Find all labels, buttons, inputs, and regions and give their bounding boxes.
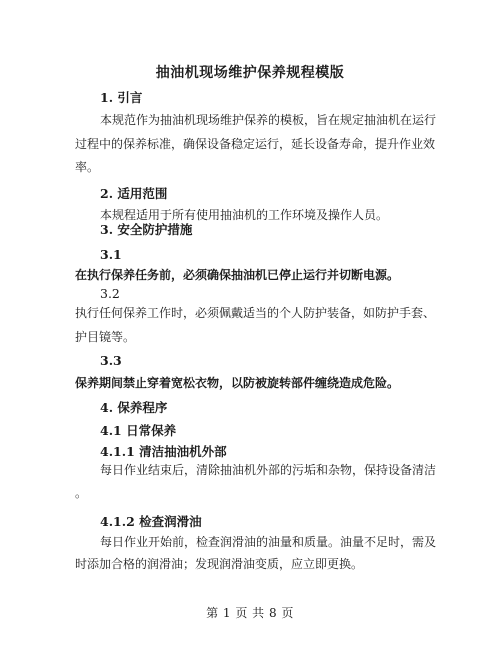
section-heading-procedure: 4. 保养程序 [100,400,168,415]
safety-item-3-2-line-2: 护目镜等。 [75,330,136,344]
section-heading-intro: 1. 引言 [100,90,143,105]
subsection-heading-clean: 4.1.1 清洁抽油机外部 [100,444,227,459]
subsection-heading-daily: 4.1 日常保养 [100,423,177,438]
page-footer: 第 1 页 共 8 页 [206,606,294,620]
clean-paragraph-line-2: 。 [75,486,88,500]
safety-item-3-1-text: 在执行保养任务前，必须确保抽油机已停止运行并切断电源。 [75,268,400,282]
safety-item-3-3-text: 保养期间禁止穿着宽松衣物，以防被旋转部件缠绕造成危险。 [75,376,400,390]
safety-item-3-2-number: 3.2 [100,286,120,301]
intro-paragraph-line-1: 本规范作为抽油机现场维护保养的模板，旨在规定抽油机在运行 [100,113,437,127]
section-heading-scope: 2. 适用范围 [100,186,168,201]
section-heading-safety: 3. 安全防护措施 [100,222,193,237]
lube-paragraph-line-2: 时添加合格的润滑油；发现润滑油变质，应立即更换。 [75,557,364,571]
subsection-heading-lube: 4.1.2 检查润滑油 [100,514,202,529]
safety-item-3-3-number: 3.3 [100,353,122,368]
document-title: 抽油机现场维护保养规程模版 [155,65,345,81]
lube-paragraph-line-1: 每日作业开始前，检查润滑油的油量和质量。油量不足时，需及 [100,535,437,549]
scope-paragraph: 本规程适用于所有使用抽油机的工作环境及操作人员。 [100,208,389,222]
safety-item-3-2-line-1: 执行任何保养工作时，必须佩戴适当的个人防护装备，如防护手套、 [75,306,436,320]
clean-paragraph-line-1: 每日作业结束后，清除抽油机外部的污垢和杂物，保持设备清洁 [100,463,437,477]
intro-paragraph-line-2: 过程中的保养标准，确保设备稳定运行，延长设备寿命，提升作业效 [75,137,436,151]
safety-item-3-1-number: 3.1 [100,247,122,262]
intro-paragraph-line-3: 率。 [75,160,100,174]
